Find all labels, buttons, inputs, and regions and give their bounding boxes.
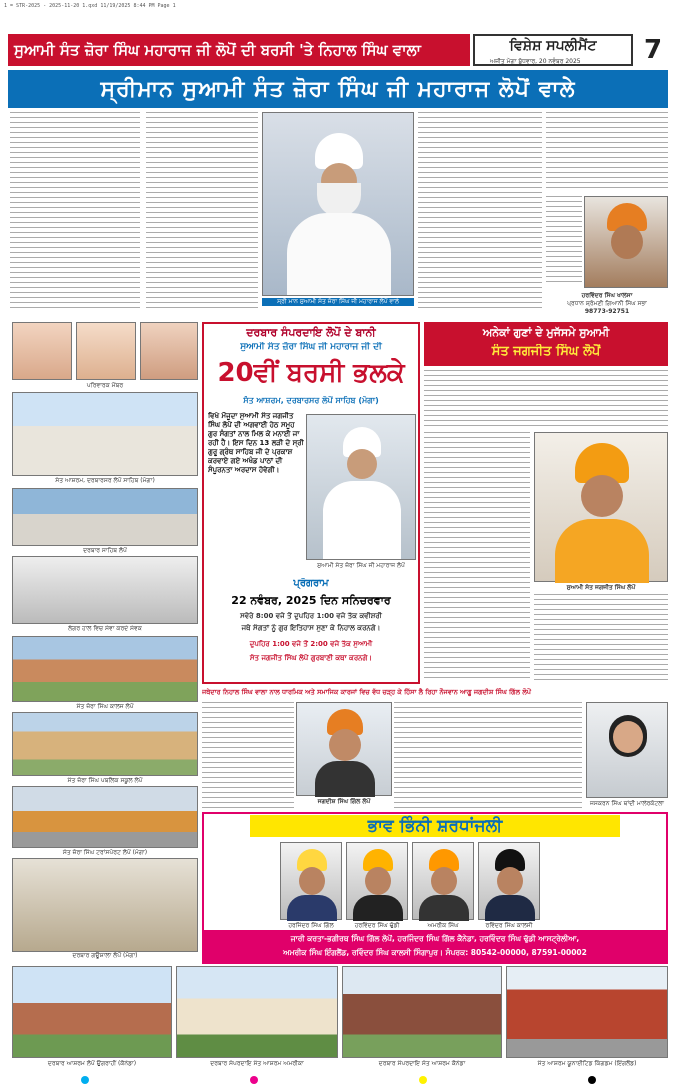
reg-mark-icon [419,1076,427,1084]
issuer-line2: ਅਮਰੀਕ ਸਿੰਘ ਇੰਗਲੈਂਡ, ਰਵਿੰਦਰ ਸਿੰਘ ਕਾਲਸੀ ਸਿੰਗਾਪੁਰ। ਸੰਪਰਕ: 80542-00000, 87591-00002 [283,948,587,957]
article-column-2 [146,112,258,312]
tribute-2-face-shape [365,867,391,895]
ashram-canada-caption: ਦਰਬਾਰ ਆਸ਼ਰਮ ਲੋਪੋਂ ਉਗਰਾਹੀਂ (ਕੈਨੇਡਾ) [47,1060,137,1067]
ashram-england-caption: ਸੰਤ ਆਸ਼ਰਮ ਯੂਨਾਈਟਿਡ ਕਿੰਗਡਮ (ਇੰਗਲੈਂਡ) [537,1060,637,1067]
right-feature-title2: ਸੰਤ ਜਗਜੀਤ ਸਿੰਘ ਲੋਪੋਂ [491,344,601,359]
tribute-person-2-photo [346,842,408,920]
event-portrait-photo [306,414,416,560]
langar-photo [12,556,198,624]
tribute-person-3-photo [412,842,474,920]
saint-portrait-photo [262,112,414,296]
author-photo [584,196,668,288]
buses-caption: ਸੰਤ ਜ਼ੋਰਾ ਸਿੰਘ ਟਰਾਂਸਪੋਰਟ ਲੋਪੋਂ (ਮੋਗਾ) [62,849,148,856]
school-photo [12,712,198,776]
tribute-person-1-photo [280,842,342,920]
program-line1: ਸਵੇਰੇ 8:00 ਵਜੇ ਤੋਂ ਦੁਪਹਿਰ 1:00 ਵਜੇ ਤੱਕ ਕਵੀਸ਼ਰੀ [240,612,382,620]
shed-photo [12,488,198,546]
reg-mark-icon [250,1076,258,1084]
reg-mark-icon [81,1076,89,1084]
tribute-3-body-shape [419,895,469,921]
tribute-1-body-shape [287,895,337,921]
event-line2: ਸੁਆਮੀ ਸੰਤ ਜ਼ੋਰਾ ਸਿੰਘ ਜੀ ਮਹਾਰਾਜ ਜੀ ਦੀ [240,342,382,352]
right-feature-title1: ਅਨੇਕਾਂ ਗੁਣਾਂ ਦੇ ਮੁਜੱਸਮੇ ਸੁਆਮੀ [482,326,610,339]
tribute-3-face-shape [431,867,457,895]
article-column-4 [546,112,668,192]
issuer-line1: ਜਾਰੀ ਕਰਤਾ-ਭਗੀਰਥ ਸਿੰਘ ਗਿੱਲ ਲੋਪੋਂ, ਹਰਜਿੰਦਰ ਸਿੰਘ ਗਿੱਲ ਕੈਨੇਡਾ, ਹਰਵਿੰਦਰ ਸਿੰਘ ਢੁੱਡੀ ਆਸਟ੍ਰੇਲੀਆ, [290,934,580,943]
girl-caption: ਜਸਕਰਨ ਸਿੰਘ ਥਾਂਦੀ ਮਾਲੇਰਕੋਟਲਾ [589,800,665,807]
tribute-4-body-shape [485,895,535,921]
right-feature-text-3 [534,594,668,682]
family-caption: ਪਰਿਵਾਰਕ ਮੈਂਬਰ [86,382,124,389]
tribute-person-1-caption: ਹਰਜਿੰਦਰ ਸਿੰਘ ਗਿੱਲ [288,922,334,929]
author-face-shape [611,225,643,259]
jagdish-caption: ਜਗਦੀਸ਼ ਸਿੰਘ ਗਿੱਲ ਲੋਪੋਂ [317,798,371,805]
ashram-canada2-caption: ਦਰਬਾਰ ਸੰਪਰਦਾਇ ਸੰਤ ਆਸ਼ਰਮ ਕੈਨੇਡਾ [378,1060,466,1067]
college-caption: ਸੰਤ ਜ਼ੋਰਾ ਸਿੰਘ ਕਾਲਜ ਲੋਪੋਂ [76,703,134,710]
jagdish-body-shape [315,761,375,797]
ashram-america-caption: ਦਰਬਾਰ ਸੰਪਰਦਾਇ ਸੰਤ ਆਸ਼ਰਮ ਅਮਰੀਕਾ [210,1060,304,1067]
robe-shape [287,213,391,295]
event-portrait-caption: ਸੁਆਮੀ ਸੰਤ ਜ਼ੋਰਾ ਸਿੰਘ ਜੀ ਮਹਾਰਾਜ ਲੋਪੋਂ [317,562,405,569]
program-line4: ਸੰਤ ਜਗਜੀਤ ਸਿੰਘ ਲੋਪੋਂ ਗੁਰਬਾਣੀ ਕਥਾ ਕਰਨਗੇ। [249,654,373,662]
event-face-shape [347,449,377,479]
event-venue: ਸੰਤ ਆਸ਼ਰਮ, ਦਰਬਾਰਸਰ ਲੋਪੋਂ ਸਾਹਿਬ (ਮੋਗਾ) [243,396,379,405]
ashram-canada2-photo [342,966,502,1058]
ashram-canada-photo [12,966,172,1058]
main-headline: ਸ੍ਰੀਮਾਨ ਸੁਆਮੀ ਸੰਤ ਜ਼ੋਰਾ ਸਿੰਘ ਜੀ ਮਹਾਰਾਜ ਲੋਪੋਂ ਵਾਲੇ [8,70,668,108]
ashram-america-photo [176,966,338,1058]
tribute-person-2-caption: ਹਰਵਿੰਦਰ ਸਿੰਘ ਢੁੱਡੀ [354,922,400,929]
author-phone: 98773-92751 [584,308,630,315]
supplement-label-text: ਵਿਸ਼ੇਸ਼ ਸਪਲੀਮੈਂਟ [509,38,597,54]
ashram-caption: ਸੰਤ ਆਸ਼ਰਮ, ਦਰਬਾਰਸਰ ਲੋਪੋਂ ਸਾਹਿਬ (ਮੋਗਾ) [55,477,155,484]
beard-shape [317,183,361,217]
registration-marks [0,1074,677,1086]
tribute-person-3-caption: ਅਮਰੀਕ ਸਿੰਘ [427,922,459,929]
event-body-text: ਵਿਖੇ ਮੌਜੂਦਾ ਸੁਆਮੀ ਸੰਤ ਜਗਜੀਤ ਸਿੰਘ ਲੋਪੋਂ ਦੀ ਅਗਵਾਈ ਹੇਠ ਸਮੂਹ ਗੁਰ ਸੰਗਤਾਂ ਨਾਲ ਮਿਲ ਕੇ ਮਨਾਈ ਜਾ ਰਹੀ ਹੈ। ਇਸ ਦਿਨ 13 ਲੜੀ ਦੇ ਸ੍ਰੀ ਗੁਰੂ ਗ੍ਰੰਥ ਸਾਹਿਬ ਜੀ ਦੇ ਪ੍ਰਕਾਸ਼ ਕਰਵਾਏ ਗਏ ਅਖੰਡ ਪਾਠਾਂ ਦੀ ਸੰਪੂਰਨਤਾ ਅਰਦਾਸ ਹੋਵੇਗੀ। [208,412,304,474]
event-big-title: 20ਵੀਂ ਬਰਸੀ ਭਲਕੇ [217,358,405,388]
shed-caption: ਦਰਬਾਰ ਸਾਹਿਬ ਲੋਪੋਂ [83,547,127,554]
program-line2: ਜਥੇ ਸੰਗਤਾਂ ਨੂੰ ਗੁਰ ਇਤਿਹਾਸ ਸੁਣਾ ਕੇ ਨਿਹਾਲ ਕਰਨਗੇ। [241,624,381,632]
right-feature-text-1 [424,370,668,428]
article-column-3 [418,112,542,312]
child-photo-2 [76,322,136,380]
edition-date: ਅਜੀਤ ਮੋਗਾ ਬੁੱਧਵਾਰ, 20 ਨਵੰਬਰ 2025 [490,58,581,65]
sant-jagjit-caption: ਸੁਆਮੀ ਸੰਤ ਜਗਜੀਤ ਸਿੰਘ ਲੋਪੋਂ [566,584,636,591]
college-photo [12,636,198,702]
middle-strip-text-1 [202,702,294,810]
girl-photo [586,702,668,798]
langar-caption: ਲੰਗਰ ਹਾਲ ਵਿਚ ਸੇਵਾ ਕਰਦੇ ਸੇਵਕ [68,625,142,632]
middle-strip-headline: ਜਥੇਦਾਰ ਨਿਹਾਲ ਸਿੰਘ ਵਾਲਾ ਨਾਲ ਧਾਰਮਿਕ ਅਤੇ ਸਮਾਜਿਕ ਕਾਰਜਾਂ ਵਿਚ ਵੱਧ ਚੜ੍ਹ ਕੇ ਹਿੱਸਾ ਲੈ ਰਿਹਾ ਨੌਜਵਾਨ ਆਗੂ ਜਗਦੀਸ਼ ਸਿੰਘ ਗਿੱਲ ਲੋਪੋਂ [202,688,531,696]
article-column-1 [10,112,140,312]
page-number: 7 [643,35,663,65]
sant-jagjit-photo [534,432,668,582]
child-photo-1 [12,322,72,380]
tribute-2-body-shape [353,895,403,921]
top-banner-title: ਸੁਆਮੀ ਸੰਤ ਜ਼ੋਰਾ ਸਿੰਘ ਮਹਾਰਾਜ ਜੀ ਲੋਪੋਂ ਦੀ ਬਰਸੀ 'ਤੇ ਨਿਹਾਲ ਸਿੰਘ ਵਾਲਾ [8,34,470,66]
author-name: ਹਰਵਿੰਦਰ ਸਿੰਘ ਖਾਲਸਾ [581,292,633,299]
tribute-person-4-caption: ਰਵਿੰਦਰ ਸਿੰਘ ਕਾਲਸੀ [485,922,533,929]
jagdish-face-shape [329,729,361,761]
article-column-4b [546,196,582,286]
tribute-title: ਭਾਵ ਭਿੰਨੀ ਸ਼ਰਧਾਂਜਲੀ [250,815,620,837]
jagjit-robe-shape [555,519,649,583]
tribute-person-4-photo [478,842,540,920]
ashram-photo [12,392,198,476]
cows-photo [12,858,198,952]
school-caption: ਸੰਤ ਜ਼ੋਰਾ ਸਿੰਘ ਪਬਲਿਕ ਸਕੂਲ ਲੋਪੋਂ [67,777,143,784]
buses-photo [12,786,198,848]
program-line3: ਦੁਪਹਿਰ 1:00 ਵਜੇ ਤੋਂ 2:00 ਵਜੇ ਤੱਕ ਸੁਆਮੀ [249,640,373,648]
girl-face-shape [613,721,643,753]
print-meta-strip: 1 = STR-2025 - 2025-11-20 1.qxd 11/19/2025 8:44 PM Page 1 [4,3,176,9]
reg-mark-icon [588,1076,596,1084]
program-date: 22 ਨਵੰਬਰ, 2025 ਦਿਨ ਸਨਿਚਰਵਾਰ [231,594,391,607]
tribute-4-face-shape [497,867,523,895]
program-label: ਪ੍ਰੋਗਰਾਮ [293,578,329,589]
event-robe-shape [323,481,401,559]
author-title: ਪ੍ਰਧਾਨ ਸ਼੍ਰੋਮਣੀ ਗਿਆਨੀ ਸਿੰਘ ਸਭਾ [567,300,647,307]
right-feature-text-2 [424,432,530,682]
saint-portrait-caption: ਸ੍ਰੀ ਮਾਨ ਸੁਆਮੀ ਸੰਤ ਜ਼ੋਰਾ ਸਿੰਘ ਜੀ ਮਹਾਰਾਜ ਲੋਪੋਂ ਵਾਲੇ [262,298,414,306]
jagdish-photo [296,702,392,796]
child-photo-3 [140,322,198,380]
cows-caption: ਦਰਬਾਰ ਗਊਸ਼ਾਲਾ ਲੋਪੋਂ (ਮੋਗਾ) [72,952,138,959]
ashram-england-photo [506,966,668,1058]
event-line1: ਦਰਬਾਰ ਸੰਪਰਦਾਇ ਲੋਪੋਂ ਦੇ ਬਾਨੀ [246,326,376,339]
middle-strip-text-2 [394,702,582,810]
jagjit-face-shape [581,475,623,517]
tribute-1-face-shape [299,867,325,895]
